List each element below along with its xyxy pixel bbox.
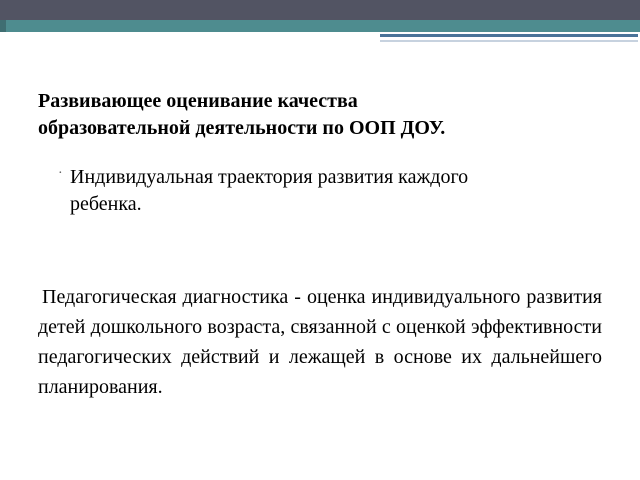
header-teal-band: [0, 20, 640, 32]
header-accent-line: [380, 34, 638, 37]
header-teal-notch: [0, 20, 6, 32]
slide-title: Развивающее оценивание качества образовательной деятельности по ООП ДОУ.: [38, 90, 446, 139]
bullet-dot-icon: ·: [58, 166, 63, 181]
body-paragraph: Педагогическая диагностика - оценка индивидуального развития детей дошкольного возраста, связанной с оценкой эффективности педагогических действий и лежащей в основе их дальнейшего планирования.: [38, 286, 602, 398]
header-accent-line-light: [380, 40, 638, 42]
bullet-item: [58, 164, 610, 218]
bullet-text: Индивидуальная траектория развития каждого ребенка.: [70, 166, 469, 215]
header-dark-band: [0, 0, 640, 20]
